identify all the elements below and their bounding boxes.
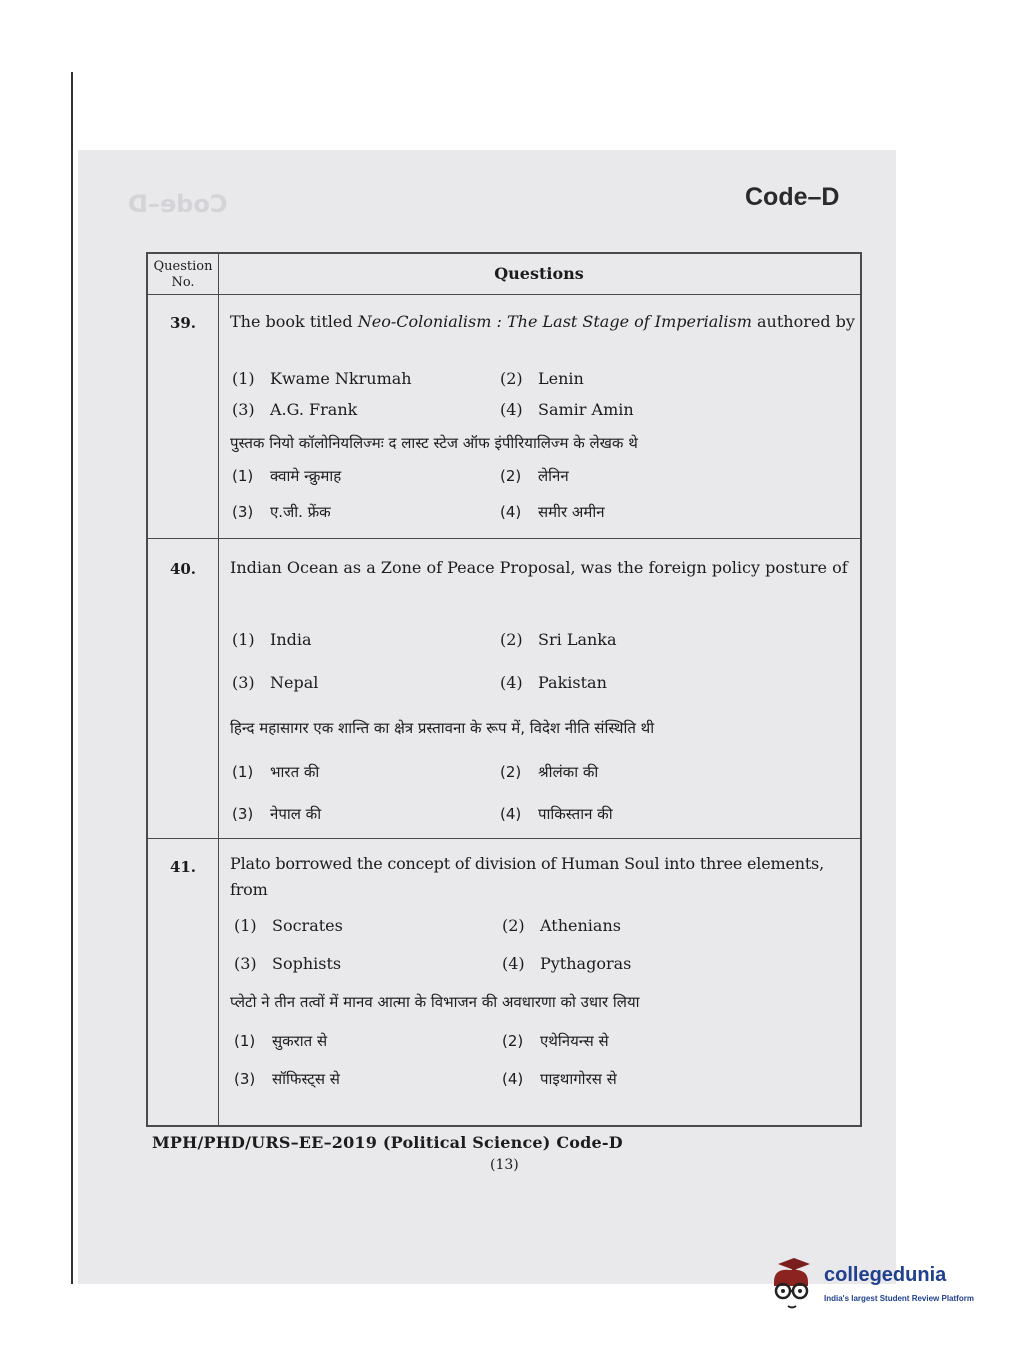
- option-text: भारत की: [270, 763, 320, 781]
- question-number: 40.: [169, 560, 197, 578]
- option-number: (2): [502, 1032, 524, 1050]
- option-text: पाइथागोरस से: [540, 1070, 617, 1088]
- option-number: (3): [232, 400, 255, 419]
- option-text: Lenin: [538, 369, 584, 388]
- stem-text: authored by: [751, 312, 855, 331]
- option-number: (2): [502, 916, 525, 935]
- option-text: Socrates: [272, 916, 343, 935]
- option: [500, 369, 584, 388]
- option-text: समीर अमीन: [538, 503, 605, 521]
- option-hindi: [234, 1031, 327, 1051]
- option-text: Samir Amin: [538, 400, 634, 419]
- option-text: India: [270, 630, 312, 649]
- option-number: (1): [234, 916, 257, 935]
- option-hindi: [232, 762, 319, 782]
- paper-footer: MPH/PHD/URS–EE–2019 (Political Science) Code-D: [152, 1133, 623, 1152]
- option: [500, 400, 634, 419]
- option-number: (1): [234, 1032, 256, 1050]
- question-stem-hindi: पुस्तक नियो कॉलोनियलिज्मः द लास्ट स्टेज ऑफ इंपीरियालिज्म के लेखक थे: [230, 434, 638, 452]
- option-number: (4): [500, 503, 522, 521]
- option-hindi: [500, 762, 598, 782]
- column-header-questions: Questions: [494, 264, 584, 283]
- option-number: (3): [234, 1070, 256, 1088]
- option-number: (2): [500, 630, 523, 649]
- student-mascot-icon: [768, 1258, 818, 1316]
- question-stem: Indian Ocean as a Zone of Peace Proposal, was the foreign policy posture of: [230, 558, 848, 577]
- option-text: क्वामे न्क्रुमाह: [270, 467, 342, 485]
- option-text: Pythagoras: [540, 954, 632, 973]
- option-number: (4): [500, 673, 523, 692]
- option-number: (3): [232, 673, 255, 692]
- question-number: 41.: [169, 858, 197, 876]
- question-number: 39.: [169, 314, 197, 332]
- column-divider: [218, 254, 219, 1125]
- option: [234, 954, 341, 973]
- option-text: सॉफिस्ट्स से: [272, 1070, 340, 1088]
- brand-name: collegedunia: [824, 1264, 947, 1286]
- option-hindi: [232, 502, 331, 522]
- question-stem-hindi: प्लेटो ने तीन तत्वों में मानव आत्मा के विभाजन की अवधारणा को उधार लिया: [230, 993, 640, 1011]
- option-number: (1): [232, 630, 255, 649]
- option-hindi: [500, 804, 613, 824]
- page-number: (13): [490, 1157, 519, 1173]
- option: [502, 954, 631, 973]
- row-rule: [148, 838, 860, 839]
- option: [500, 673, 607, 692]
- option-number: (4): [502, 1070, 524, 1088]
- option: [232, 630, 312, 649]
- option-text: Sophists: [272, 954, 342, 973]
- option-number: (4): [500, 400, 523, 419]
- option-text: एथेनियन्स से: [540, 1032, 609, 1050]
- book-title: Neo-Colonialism : The Last Stage of Imperialism: [357, 312, 752, 331]
- option-text: Pakistan: [538, 673, 607, 692]
- paper-code: Code–D: [745, 183, 840, 211]
- option-hindi: [500, 466, 569, 486]
- option-text: लेनिन: [538, 467, 569, 485]
- option-hindi: [234, 1069, 340, 1089]
- option-number: (4): [502, 954, 525, 973]
- row-rule: [148, 538, 860, 539]
- brand-tagline: India's largest Student Review Platform: [824, 1294, 974, 1303]
- option-number: (1): [232, 467, 254, 485]
- option-number: (2): [500, 369, 523, 388]
- option-text: सुकरात से: [272, 1032, 328, 1050]
- option-hindi: [502, 1031, 609, 1051]
- option-number: (1): [232, 369, 255, 388]
- option-number: (2): [500, 763, 522, 781]
- option-hindi: [232, 804, 321, 824]
- option-hindi: [502, 1069, 617, 1089]
- option-number: (4): [500, 805, 522, 823]
- option-number: (3): [234, 954, 257, 973]
- option-text: Sri Lanka: [538, 630, 617, 649]
- option-text: Nepal: [270, 673, 319, 692]
- scan-edge-line: [71, 72, 73, 1284]
- option: [232, 400, 357, 419]
- option-text: पाकिस्तान की: [538, 805, 613, 823]
- option-text: ए.जी. फ्रेंक: [270, 503, 331, 521]
- question-stem: [230, 308, 862, 336]
- option: [234, 916, 343, 935]
- option-number: (3): [232, 805, 254, 823]
- option: [232, 673, 318, 692]
- brand-watermark: [768, 1258, 998, 1318]
- option: [232, 369, 412, 388]
- question-table: [146, 252, 862, 1127]
- option-number: (3): [232, 503, 254, 521]
- option-hindi: [232, 466, 341, 486]
- question-stem-hindi: हिन्द महासागर एक शान्ति का क्षेत्र प्रस्तावना के रूप में, विदेश नीति संस्थिति थी: [230, 719, 655, 737]
- option-hindi: [500, 502, 605, 522]
- option-text: Athenians: [540, 916, 621, 935]
- header-rule: [148, 294, 860, 295]
- option-number: (1): [232, 763, 254, 781]
- column-header-question-no: Question No.: [153, 259, 213, 290]
- option-text: श्रीलंका की: [538, 763, 599, 781]
- question-stem: Plato borrowed the concept of division of Human Soul into three elements, from: [230, 854, 824, 899]
- option-text: नेपाल की: [270, 805, 322, 823]
- bleed-through-code: Code–D: [128, 190, 228, 218]
- option: [502, 916, 621, 935]
- option-text: Kwame Nkrumah: [270, 369, 412, 388]
- option-number: (2): [500, 467, 522, 485]
- stem-text: The book titled: [230, 312, 358, 331]
- option: [500, 630, 617, 649]
- option-text: A.G. Frank: [270, 400, 358, 419]
